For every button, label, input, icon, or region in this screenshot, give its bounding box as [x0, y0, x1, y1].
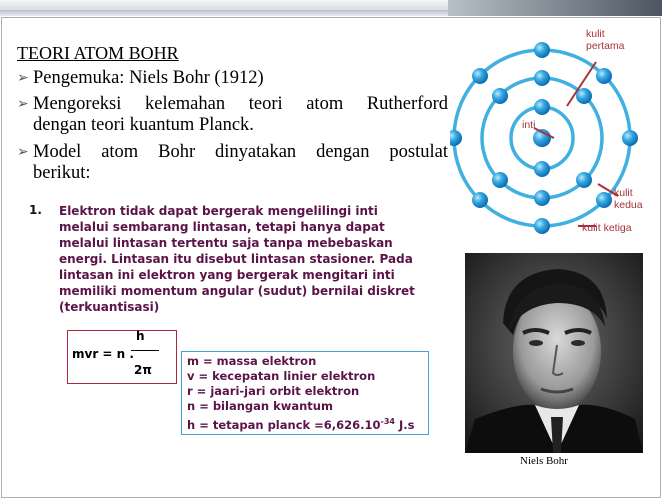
legend-h-exponent: -34 — [380, 417, 395, 426]
formula-box — [67, 330, 177, 384]
legend-n: n = bilangan kwantum — [187, 399, 333, 413]
postulate-text: Elektron tidak dapat bergerak mengelilingi inti melalui sembarang lintasan, tetapi hanya dapat melalui lintasan tertentu saja tanpa mebebaskan energi. Lintasan itu disebut lintasan stasioner. Pada lintasan ini elektron yang bergerak mengitari inti memiliki momentum angular (sudut) bernilai diskret (terkuantisasi) — [59, 204, 415, 314]
electron — [596, 68, 612, 84]
label-kulit-kedua-2: kedua — [614, 199, 643, 211]
electron — [596, 192, 612, 208]
bullet-line-1: Model atom Bohr dinyatakan dengan postulat — [33, 142, 448, 162]
electron — [492, 88, 508, 104]
electron — [534, 218, 550, 234]
eye — [529, 340, 543, 346]
formula-lhs: mvr = n . — [72, 347, 134, 361]
label-kulit-kedua-1: kulit — [614, 187, 633, 199]
electron — [472, 68, 488, 84]
arrow-bullet-icon: ➢ — [17, 70, 29, 86]
electron — [534, 99, 550, 115]
banner-gradient — [448, 0, 662, 16]
legend-v: v = kecepatan linier elektron — [187, 369, 376, 383]
arrow-bullet-icon: ➢ — [17, 96, 29, 112]
electron — [534, 161, 550, 177]
tie — [551, 417, 563, 453]
label-inti: inti — [522, 119, 536, 131]
postulate-number: 1. — [29, 203, 42, 217]
arrow-bullet-icon: ➢ — [17, 144, 29, 160]
electron — [534, 42, 550, 58]
niels-bohr-photo — [465, 253, 643, 453]
bullet-text: Pengemuka: Niels Bohr (1912) — [33, 68, 264, 88]
label-kulit-pertama-1: kulit — [586, 28, 605, 40]
legend-h: h = tetapan planck $=6,626.10^{-34}$ J.s — [187, 417, 415, 432]
portrait-illustration — [465, 253, 643, 453]
bullet-line-2: dengan teori kuantum Planck. — [33, 115, 254, 135]
electron — [534, 70, 550, 86]
formula-numerator: h — [136, 329, 145, 343]
fraction-bar — [131, 350, 159, 351]
label-kulit-ketiga: kulit ketiga — [582, 222, 632, 234]
bullet-line-2: berikut: — [33, 163, 91, 183]
bullet-text — [33, 94, 448, 136]
electron — [534, 190, 550, 206]
bullet-line-1: Mengoreksi kelemahan teori atom Rutherford — [33, 94, 448, 114]
bullet-text — [33, 142, 448, 184]
label-kulit-pertama-2: pertama — [586, 40, 625, 52]
bohr-atom-diagram — [450, 24, 662, 252]
variable-legend — [181, 351, 429, 435]
electron — [622, 130, 638, 146]
legend-r: r = jaari-jari orbit elektron — [187, 384, 360, 398]
legend-m: m = massa elektron — [187, 354, 317, 368]
formula-denominator: 2π — [134, 363, 152, 377]
electron — [472, 192, 488, 208]
electron — [492, 172, 508, 188]
photo-caption: Niels Bohr — [520, 455, 568, 467]
slide-title: TEORI ATOM BOHR — [17, 43, 179, 63]
electron — [576, 172, 592, 188]
eye — [571, 340, 585, 346]
electron — [450, 130, 462, 146]
top-banner — [0, 0, 662, 16]
